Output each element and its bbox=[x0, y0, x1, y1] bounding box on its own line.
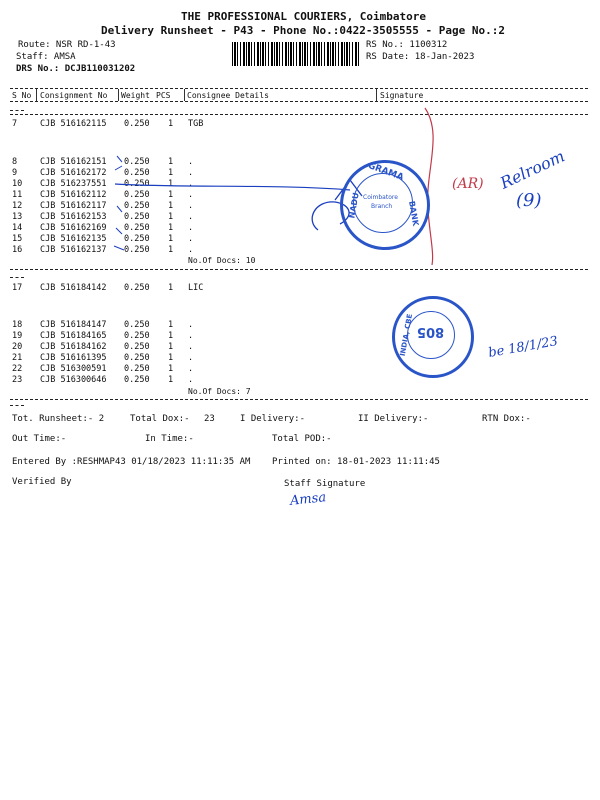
table-row bbox=[0, 375, 600, 386]
row-details: . bbox=[188, 353, 194, 363]
row-pcs: 1 bbox=[168, 201, 174, 211]
row-sno: 7 bbox=[12, 119, 18, 129]
col-details: Consignee Details bbox=[187, 91, 269, 100]
row-weight: 0.250 bbox=[124, 179, 150, 189]
total-dox-value: 23 bbox=[204, 414, 215, 424]
row-weight: 0.250 bbox=[124, 223, 150, 233]
docs-count: No.Of Docs: 7 bbox=[188, 387, 251, 396]
tick-marks bbox=[114, 156, 124, 250]
row-consignment: CJB 516162153 bbox=[40, 212, 107, 222]
tot-runsheet: Tot. Runsheet:- 2 bbox=[12, 414, 105, 424]
row-pcs: 1 bbox=[168, 283, 174, 293]
row-details: . bbox=[188, 364, 194, 374]
stamp-number: 805 bbox=[417, 324, 445, 339]
total-dox-label: Total Dox:- bbox=[130, 414, 190, 424]
row-pcs: 1 bbox=[168, 331, 174, 341]
row-details: . bbox=[188, 157, 194, 167]
drs-number: DRS No.: DCJB110031202 bbox=[16, 64, 136, 74]
office-stamp bbox=[392, 296, 474, 378]
stamp-center-line1: Coimbatore bbox=[363, 194, 398, 201]
row-consignment: CJB 516162172 bbox=[40, 168, 107, 178]
row-details: . bbox=[188, 212, 194, 222]
row-pcs: 1 bbox=[168, 320, 174, 330]
row-weight: 0.250 bbox=[124, 375, 150, 385]
row-pcs: 1 bbox=[168, 212, 174, 222]
barcode bbox=[232, 42, 360, 66]
row-details: . bbox=[188, 245, 194, 255]
row-details: . bbox=[188, 168, 194, 178]
row-consignment: CJB 516184165 bbox=[40, 331, 107, 341]
ii-delivery: II Delivery:- bbox=[358, 414, 429, 424]
col-weight: Weight bbox=[121, 91, 150, 100]
row-pcs: 1 bbox=[168, 353, 174, 363]
row-weight: 0.250 bbox=[124, 353, 150, 363]
staff-signature-label: Staff Signature bbox=[284, 479, 366, 489]
row-weight: 0.250 bbox=[124, 283, 150, 293]
row-consignment: CJB 516184142 bbox=[40, 283, 107, 293]
row-weight: 0.250 bbox=[124, 245, 150, 255]
row-sno: 9 bbox=[12, 168, 18, 178]
rs-date: RS Date: 18-Jan-2023 bbox=[366, 52, 475, 62]
row-details: . bbox=[188, 234, 194, 244]
row-consignment: CJB 516237551 bbox=[40, 179, 107, 189]
row-consignment: CJB 516184147 bbox=[40, 320, 107, 330]
handwritten-date-signature: be 18/1/23 bbox=[487, 334, 560, 361]
row-consignment: CJB 516162135 bbox=[40, 234, 107, 244]
row-pcs: 1 bbox=[168, 245, 174, 255]
row-pcs: 1 bbox=[168, 364, 174, 374]
row-consignment: CJB 516162117 bbox=[40, 201, 107, 211]
divider bbox=[10, 88, 588, 89]
handwritten-number: (9) bbox=[516, 190, 542, 211]
row-pcs: 1 bbox=[168, 168, 174, 178]
company-title: THE PROFESSIONAL COURIERS, Coimbatore bbox=[181, 10, 427, 23]
row-details: . bbox=[188, 331, 194, 341]
row-consignment: CJB 516184162 bbox=[40, 342, 107, 352]
bank-stamp bbox=[340, 160, 430, 250]
row-details: . bbox=[188, 375, 194, 385]
row-sno: 8 bbox=[12, 157, 18, 167]
row-weight: 0.250 bbox=[124, 201, 150, 211]
row-consignment: CJB 516162169 bbox=[40, 223, 107, 233]
printed-on: Printed on: 18-01-2023 11:11:45 bbox=[272, 457, 440, 467]
row-sno: 22 bbox=[12, 364, 23, 374]
route-label: Route: NSR RD-1-43 bbox=[18, 40, 116, 50]
stamp-ring-text: INDIA, CBE bbox=[398, 313, 415, 357]
staff-label: Staff: AMSA bbox=[16, 52, 76, 62]
row-weight: 0.250 bbox=[124, 364, 150, 374]
row-pcs: 1 bbox=[168, 375, 174, 385]
row-consignment: CJB 516300591 bbox=[40, 364, 107, 374]
handwritten-initials: (AR) bbox=[452, 176, 484, 192]
divider bbox=[10, 405, 24, 406]
col-sno: S No bbox=[12, 91, 32, 100]
in-time: In Time:- bbox=[145, 434, 194, 444]
col-consignment: Consignment No bbox=[40, 91, 108, 100]
runsheet-subtitle: Delivery Runsheet - P43 - Phone No.:0422-3505555 - Page No.:2 bbox=[101, 24, 505, 37]
total-pod: Total POD:- bbox=[272, 434, 332, 444]
row-sno: 12 bbox=[12, 201, 23, 211]
row-sno: 10 bbox=[12, 179, 23, 189]
row-details: LIC bbox=[188, 283, 204, 293]
row-consignment: CJB 516300646 bbox=[40, 375, 107, 385]
row-weight: 0.250 bbox=[124, 168, 150, 178]
row-details: . bbox=[188, 179, 194, 189]
row-pcs: 1 bbox=[168, 119, 174, 129]
row-sno: 20 bbox=[12, 342, 23, 352]
divider bbox=[10, 110, 24, 111]
row-details: . bbox=[188, 342, 194, 352]
row-consignment: CJB 516161395 bbox=[40, 353, 107, 363]
row-consignment: CJB 516162137 bbox=[40, 245, 107, 255]
row-pcs: 1 bbox=[168, 223, 174, 233]
handwritten-note: Relroom bbox=[497, 146, 568, 193]
entered-by: Entered By :RESHMAP43 01/18/2023 11:11:35 AM bbox=[12, 457, 251, 467]
row-pcs: 1 bbox=[168, 234, 174, 244]
row-details: TGB bbox=[188, 119, 204, 129]
row-sno: 18 bbox=[12, 320, 23, 330]
row-weight: 0.250 bbox=[124, 119, 150, 129]
row-pcs: 1 bbox=[168, 190, 174, 200]
row-weight: 0.250 bbox=[124, 342, 150, 352]
docs-count: No.Of Docs: 10 bbox=[188, 256, 256, 265]
row-sno: 14 bbox=[12, 223, 23, 233]
strike-line bbox=[115, 184, 350, 190]
row-sno: 19 bbox=[12, 331, 23, 341]
rtn-dox: RTN Dox:- bbox=[482, 414, 531, 424]
row-consignment: CJB 516162151 bbox=[40, 157, 107, 167]
row-weight: 0.250 bbox=[124, 320, 150, 330]
col-signature: Signature bbox=[380, 91, 424, 100]
row-sno: 11 bbox=[12, 190, 23, 200]
i-delivery: I Delivery:- bbox=[240, 414, 306, 424]
column-divider bbox=[36, 89, 37, 101]
row-weight: 0.250 bbox=[124, 157, 150, 167]
row-sno: 16 bbox=[12, 245, 23, 255]
row-consignment: CJB 516162112 bbox=[40, 190, 107, 200]
row-pcs: 1 bbox=[168, 157, 174, 167]
row-sno: 23 bbox=[12, 375, 23, 385]
stamp-center-line2: Branch bbox=[371, 203, 393, 210]
out-time: Out Time:- bbox=[12, 434, 67, 444]
stamp-left-text: NADU bbox=[347, 191, 361, 220]
row-weight: 0.250 bbox=[124, 190, 150, 200]
row-details: . bbox=[188, 320, 194, 330]
stamp-top-text: GRAMA bbox=[366, 160, 405, 184]
staff-signature: Amsa bbox=[289, 490, 327, 509]
row-sno: 17 bbox=[12, 283, 23, 293]
rs-number: RS No.: 1100312 bbox=[366, 40, 448, 50]
col-pcs: PCS bbox=[156, 91, 171, 100]
verified-by: Verified By bbox=[12, 477, 72, 487]
row-weight: 0.250 bbox=[124, 331, 150, 341]
row-details: . bbox=[188, 190, 194, 200]
row-sno: 13 bbox=[12, 212, 23, 222]
row-sno: 15 bbox=[12, 234, 23, 244]
row-consignment: CJB 516162115 bbox=[40, 119, 107, 129]
table-row bbox=[0, 331, 600, 342]
row-pcs: 1 bbox=[168, 179, 174, 189]
stamp-right-text: BANK bbox=[406, 200, 421, 227]
row-details: . bbox=[188, 223, 194, 233]
row-sno: 21 bbox=[12, 353, 23, 363]
row-weight: 0.250 bbox=[124, 212, 150, 222]
table-row bbox=[0, 364, 600, 375]
row-weight: 0.250 bbox=[124, 234, 150, 244]
divider bbox=[10, 277, 24, 278]
divider bbox=[10, 399, 588, 400]
row-details: . bbox=[188, 201, 194, 211]
row-pcs: 1 bbox=[168, 342, 174, 352]
table-row bbox=[0, 320, 600, 331]
